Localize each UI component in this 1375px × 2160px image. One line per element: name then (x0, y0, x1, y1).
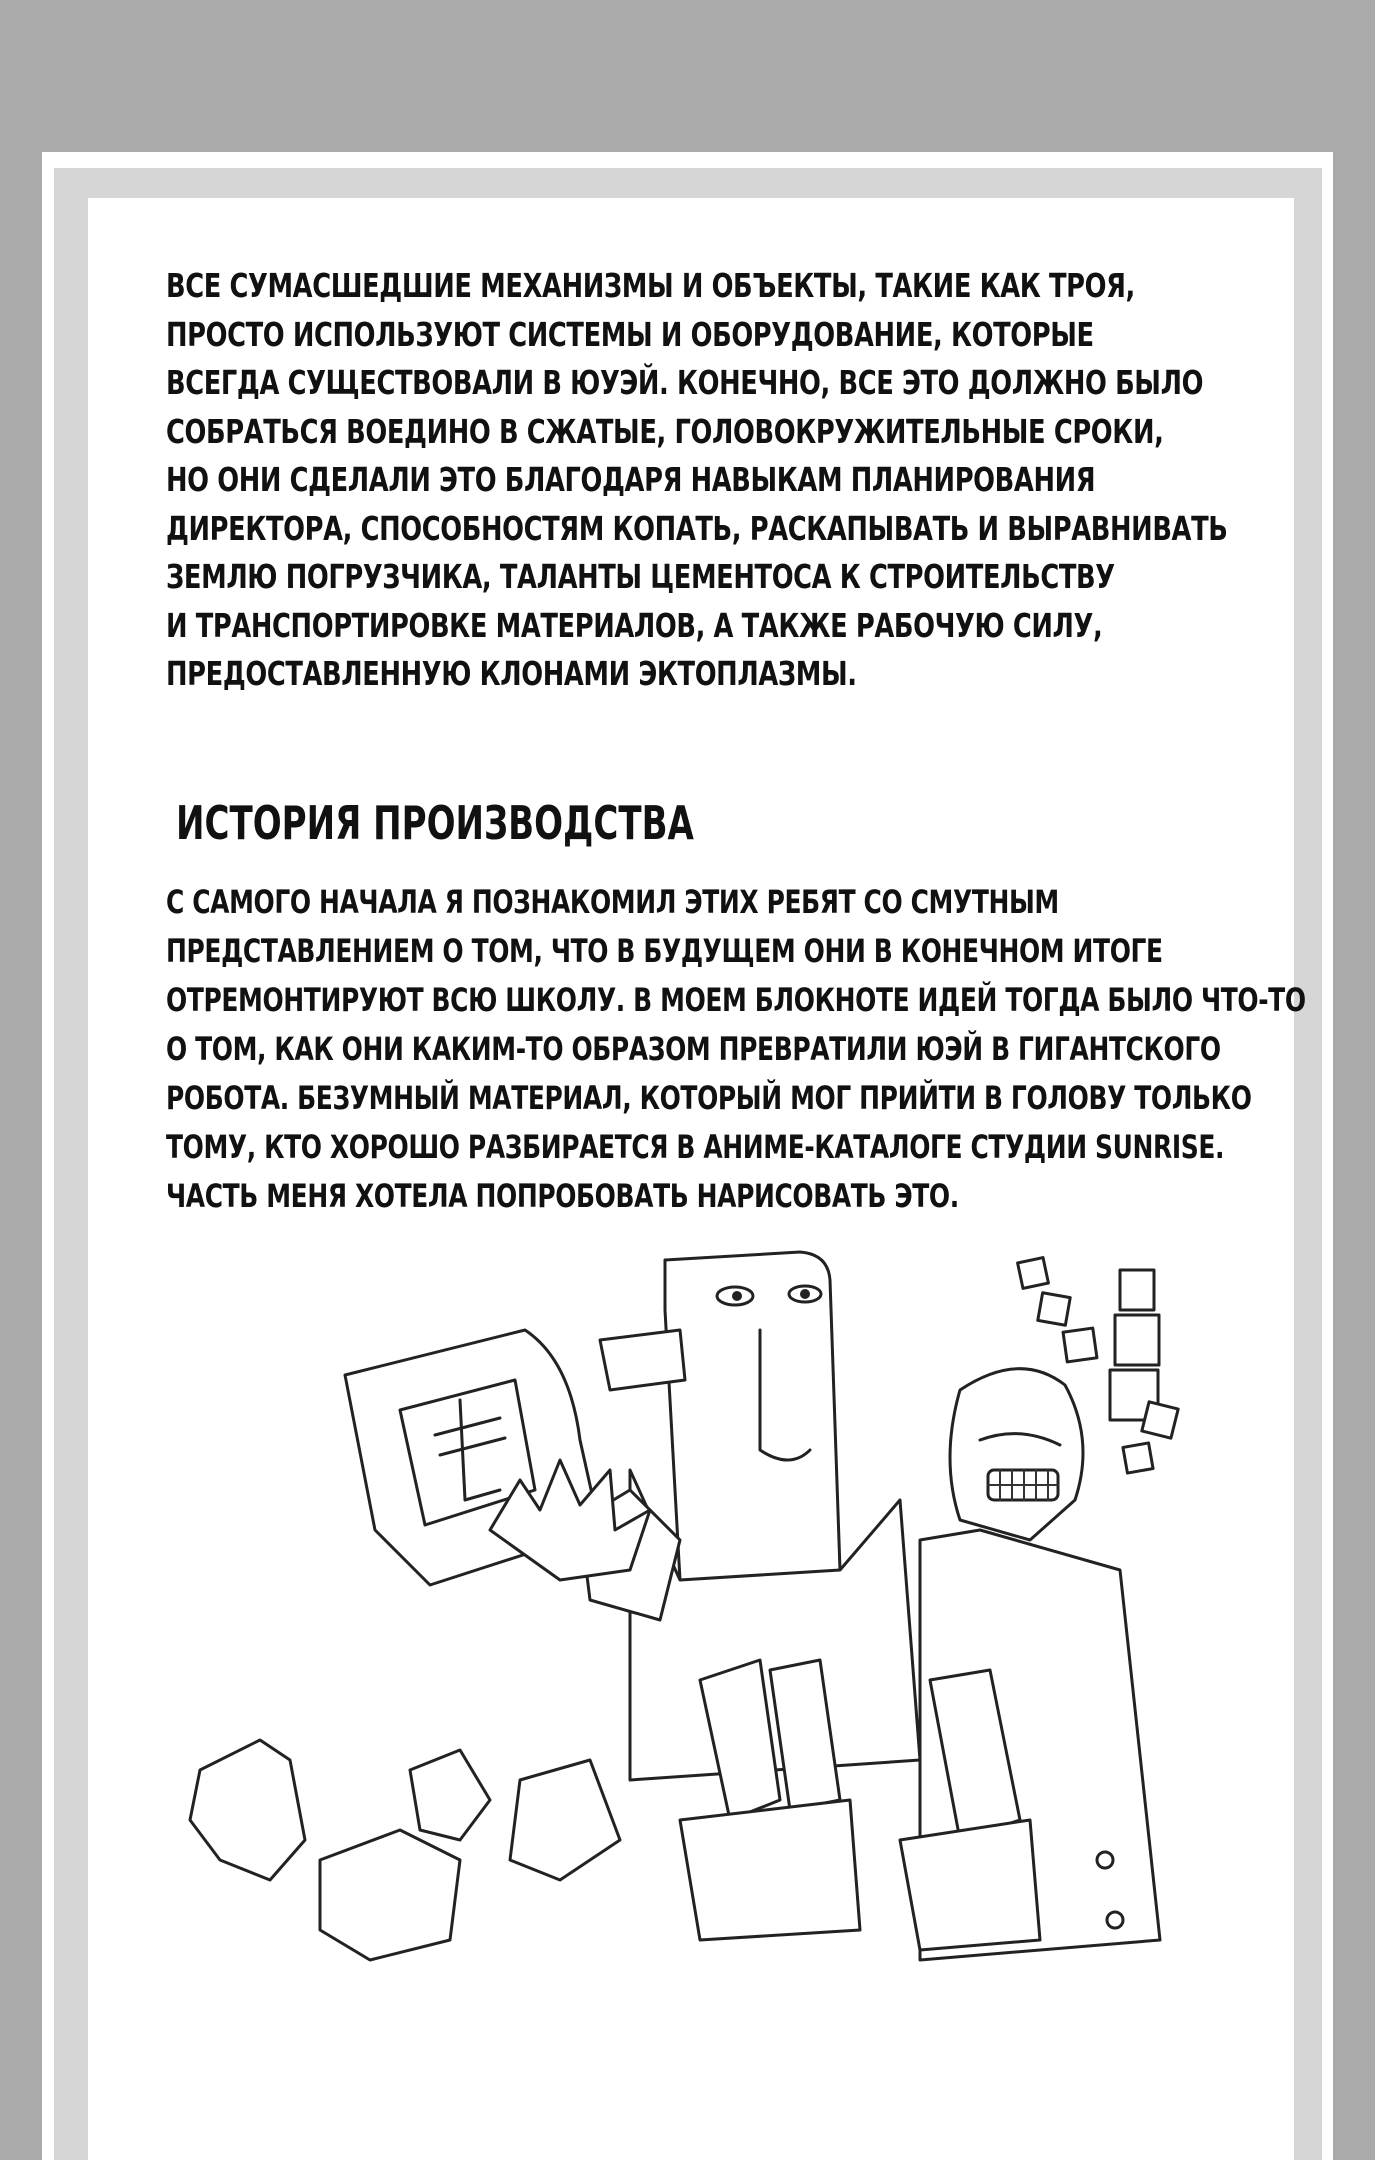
history-line: ТОМУ, КТО ХОРОШО РАЗБИРАЕТСЯ В АНИМЕ-КАТАЛОГЕ СТУДИИ SUNRISE. (166, 1128, 1225, 1166)
intro-paragraph (166, 262, 1228, 699)
intro-line: ЗЕМЛЮ ПОГРУЗЧИКА, ТАЛАНТЫ ЦЕМЕНТОСА К СТРОИТЕЛЬСТВУ (166, 557, 1115, 596)
history-line: О ТОМ, КАК ОНИ КАКИМ-ТО ОБРАЗОМ ПРЕВРАТИЛИ ЮЭЙ В ГИГАНТСКОГО (166, 1030, 1221, 1068)
intro-line: ПРОСТО ИСПОЛЬЗУЮТ СИСТЕМЫ И ОБОРУДОВАНИЕ, КОТОРЫЕ (166, 314, 1094, 354)
history-line: ПРЕДСТАВЛЕНИЕМ О ТОМ, ЧТО В БУДУЩЕМ ОНИ В КОНЕЧНОМ ИТОГЕ (166, 932, 1163, 970)
intro-line: И ТРАНСПОРТИРОВКЕ МАТЕРИАЛОВ, А ТАКЖЕ РАБОЧУЮ СИЛУ, (166, 605, 1103, 645)
intro-line: СОБРАТЬСЯ ВОЕДИНО В СЖАТЫЕ, ГОЛОВОКРУЖИТЕЛЬНЫЕ СРОКИ, (166, 411, 1164, 451)
section-heading: ИСТОРИЯ ПРОИЗВОДСТВА (176, 796, 694, 850)
history-line: С САМОГО НАЧАЛА Я ПОЗНАКОМИЛ ЭТИХ РЕБЯТ СО СМУТНЫМ (166, 883, 1059, 921)
intro-line: ВСЕ СУМАСШЕДШИЕ МЕХАНИЗМЫ И ОБЪЕКТЫ, ТАКИЕ КАК ТРОЯ, (166, 266, 1135, 305)
intro-line: ВСЕГДА СУЩЕСТВОВАЛИ В ЮУЭЙ. КОНЕЧНО, ВСЕ ЭТО ДОЛЖНО БЫЛО (166, 363, 1204, 402)
history-paragraph (166, 878, 1306, 1221)
power-loader-figure (345, 1330, 685, 1620)
intro-line: ПРЕДОСТАВЛЕННУЮ КЛОНАМИ ЭКТОПЛАЗМЫ. (166, 654, 857, 693)
history-line: ЧАСТЬ МЕНЯ ХОТЕЛА ПОПРОБОВАТЬ НАРИСОВАТЬ ЭТО. (166, 1177, 959, 1215)
history-line: ОТРЕМОНТИРУЮТ ВСЮ ШКОЛУ. В МОЕМ БЛОКНОТЕ ИДЕЙ ТОГДА БЫЛО ЧТО-ТО (166, 981, 1306, 1019)
history-line: РОБОТА. БЕЗУМНЫЙ МАТЕРИАЛ, КОТОРЫЙ МОГ ПРИЙТИ В ГОЛОВУ ТОЛЬКО (166, 1079, 1252, 1117)
intro-line: НО ОНИ СДЕЛАЛИ ЭТО БЛАГОДАРЯ НАВЫКАМ ПЛАНИРОВАНИЯ (166, 460, 1096, 499)
teachers-illustration-drawing (160, 1240, 1200, 2000)
teachers-illustration (160, 1240, 1200, 2000)
intro-line: ДИРЕКТОРА, СПОСОБНОСТЯМ КОПАТЬ, РАСКАПЫВАТЬ И ВЫРАВНИВАТЬ (166, 508, 1228, 548)
